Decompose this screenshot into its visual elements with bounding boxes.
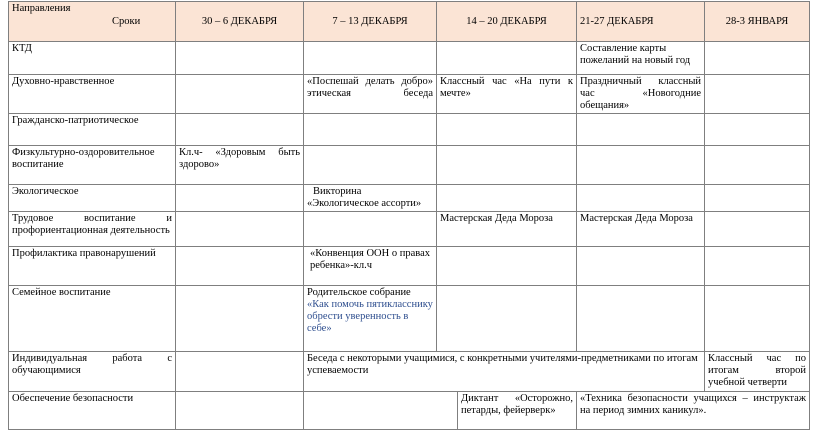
row-label-eco: Экологическое	[9, 185, 176, 212]
cell-individual-w5: Классный час по итогам второй учебной четверти	[705, 352, 810, 392]
cell-prevention-w2: «Конвенция ООН о правах ребенка»-кл.ч	[304, 247, 437, 286]
row-label-labour: Трудовое воспитание и профориентационная деятельность	[9, 212, 176, 247]
row-label-health: Физкультурно-оздоровительное воспитание	[9, 146, 176, 185]
parent-meeting-title: Родительское собрание	[307, 287, 411, 298]
header-week-4: 21-27 ДЕКАБРЯ	[577, 2, 705, 42]
cell-safety-w2-w3	[304, 392, 577, 430]
table-row	[9, 185, 810, 212]
row-label-individual: Индивидуальная работа с обучающимися	[9, 352, 176, 392]
row-label-ktd: КТД	[9, 42, 176, 75]
header-week-2: 7 – 13 ДЕКАБРЯ	[304, 2, 437, 42]
eco-quiz-title: Викторина	[313, 186, 362, 197]
header-week-1: 30 – 6 ДЕКАБРЯ	[176, 2, 304, 42]
table-row	[9, 392, 810, 430]
cell-family-w2	[304, 286, 437, 352]
cell-safety-dictation: Диктант «Осторожно, петарды, фейерверк»	[457, 392, 576, 429]
row-label-moral: Духовно-нравственное	[9, 75, 176, 114]
table-row	[9, 352, 810, 392]
header-directions-dates	[9, 2, 176, 42]
row-label-safety: Обеспечение безопасности	[9, 392, 176, 430]
cell-moral-w3: Классный час «На пути к мечте»	[437, 75, 577, 114]
cell-moral-w4: Праздничный классный час «Новогодние обещания»	[577, 75, 705, 114]
table-row	[9, 247, 810, 286]
header-dates: Сроки	[112, 16, 141, 27]
table-header-row	[9, 2, 810, 42]
table-row	[9, 114, 810, 146]
parent-meeting-topic: «Как помочь пятикласснику обрести уверенность в себе»	[307, 299, 433, 334]
cell-individual-w2-w4: Беседа с некоторыми учащимися, с конкретными учителями-предметниками по итогам успеваемости	[304, 352, 705, 392]
table-row	[9, 212, 810, 247]
cell-eco-w2	[304, 185, 437, 212]
header-week-5: 28-3 ЯНВАРЯ	[705, 2, 810, 42]
cell-ktd-w4: Составление карты пожеланий на новый год	[577, 42, 705, 75]
row-label-civic: Гражданско-патриотическое	[9, 114, 176, 146]
header-week-3: 14 – 20 ДЕКАБРЯ	[437, 2, 577, 42]
cell-moral-w2: «Поспешай делать добро» этическая беседа	[304, 75, 437, 114]
table-row	[9, 75, 810, 114]
plan-table	[8, 1, 810, 430]
cell-labour-w3: Мастерская Деда Мороза	[437, 212, 577, 247]
row-label-prevention: Профилактика правонарушений	[9, 247, 176, 286]
header-directions: Направления	[12, 3, 71, 14]
cell-labour-w4: Мастерская Деда Мороза	[577, 212, 705, 247]
table-row	[9, 146, 810, 185]
cell-safety-w4-w5: «Техника безопасности учащихся – инструктаж на период зимних каникул».	[577, 392, 810, 430]
table-row	[9, 42, 810, 75]
cell-health-w1: Кл.ч- «Здоровым быть здорово»	[176, 146, 304, 185]
table-row	[9, 286, 810, 352]
eco-quiz-name: «Экологическое ассорти»	[307, 198, 422, 209]
row-label-family: Семейное воспитание	[9, 286, 176, 352]
